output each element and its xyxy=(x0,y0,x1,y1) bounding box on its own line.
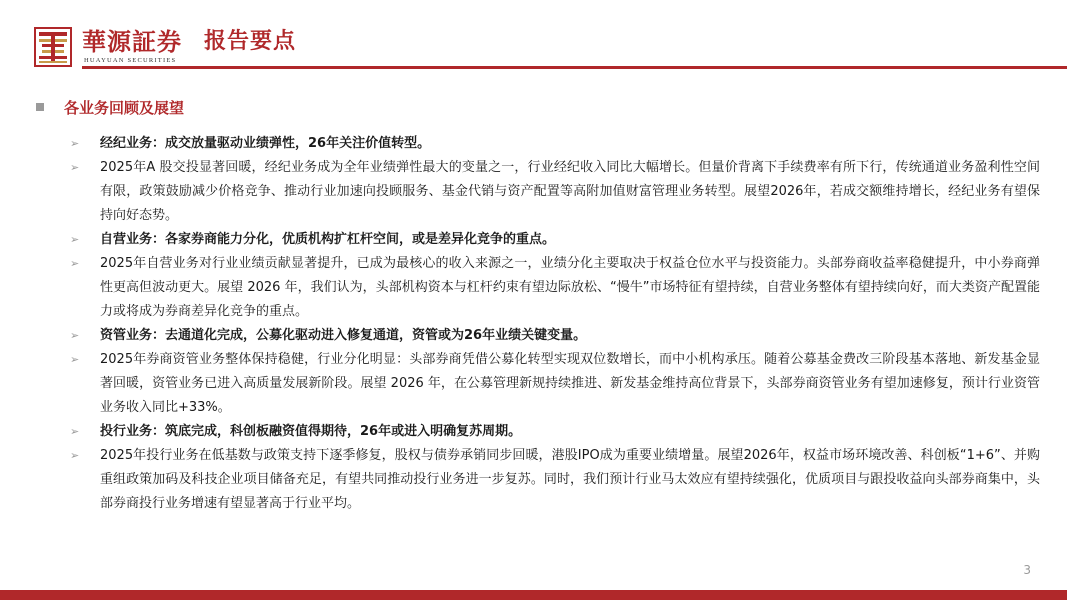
arrow-bullet-icon: ➢ xyxy=(70,257,80,270)
item-text: 自营业务：各家券商能力分化，优质机构扩杠杆空间，或是差异化竞争的重点。 xyxy=(100,232,556,247)
item-text: 资管业务：去通道化完成，公募化驱动进入修复通道，资管或为26年业绩关键变量。 xyxy=(100,328,587,343)
list-item-heading xyxy=(70,132,1040,156)
item-text: 经纪业务：成交放量驱动业绩弹性，26年关注价值转型。 xyxy=(100,136,431,151)
item-text: 2025年自营业务对行业业绩贡献显著提升，已成为最核心的收入来源之一，业绩分化主要取决于权益仓位水平与投资能力。头部券商收益率稳健提升，中小券商弹性更高但波动更大。展望 2026 年，我们认为，头部机构资本与杠杆约束有望边际放松、“慢牛”市场特征有望持续，自营业务整体有望持续向好，而大类资产配置能力或将成为券商差异化竞争的重点。 xyxy=(100,256,1040,319)
item-text: 2025年投行业务在低基数与政策支持下逐季修复，股权与债券承销同步回暖，港股IPO成为重要业绩增量。展望2026年，权益市场环境改善、科创板“1+6”、并购重组政策加码及科技企业项目储备充足，有望共同推动投行业务进一步复苏。同时，我们预计行业马太效应有望持续强化，优质项目与跟投收益向头部券商集中，头部券商投行业务增速有望显著高于行业平均。 xyxy=(100,448,1040,511)
arrow-bullet-icon: ➢ xyxy=(70,425,80,438)
arrow-bullet-icon: ➢ xyxy=(70,233,80,246)
brand-name-en: HUAYUAN SECURITIES xyxy=(84,57,177,64)
item-text: 2025年券商资管业务整体保持稳健，行业分化明显：头部券商凭借公募化转型实现双位数增长，而中小机构承压。随着公募基金费改三阶段基本落地、新发基金显著回暖，资管业务已进入高质量发展新阶段。展望 2026 年，在公募管理新规持续推进、新发基金维持高位背景下，头部券商资管业务有望加速修复，预计行业资管业务收入同比+33%。 xyxy=(100,352,1040,415)
arrow-bullet-icon: ➢ xyxy=(70,161,80,174)
list-item-body xyxy=(70,156,1040,228)
list-item-body xyxy=(70,252,1040,324)
list-item-heading xyxy=(70,324,1040,348)
brand-name-cn: 華源証券 xyxy=(82,27,182,56)
bullet-list xyxy=(70,132,1040,516)
report-header xyxy=(0,0,1067,72)
item-text: 投行业务：筑底完成，科创板融资值得期待，26年或进入明确复苏周期。 xyxy=(100,424,522,439)
list-item-body xyxy=(70,444,1040,516)
header-divider xyxy=(82,66,1067,69)
arrow-bullet-icon: ➢ xyxy=(70,137,80,150)
item-text: 2025年A 股交投显著回暖，经纪业务成为全年业绩弹性最大的变量之一，行业经纪收入同比大幅增长。但量价背离下手续费率有所下行，传统通道业务盈利性空间有限，政策鼓励减少价格竞争、推动行业加速向投顾服务、基金代销与资产配置等高附加值财富管理业务转型。展望2026年，若成交额维持增长，经纪业务有望保持向好态势。 xyxy=(100,160,1040,223)
square-bullet-icon xyxy=(36,103,44,111)
arrow-bullet-icon: ➢ xyxy=(70,329,80,342)
section-heading xyxy=(36,96,184,118)
page-number: 3 xyxy=(1023,563,1031,577)
report-title: 报告要点 xyxy=(204,28,297,54)
list-item-heading xyxy=(70,228,1040,252)
section-title: 各业务回顾及展望 xyxy=(64,98,185,117)
footer-bar xyxy=(0,590,1067,600)
list-item-body xyxy=(70,348,1040,420)
list-item-heading xyxy=(70,420,1040,444)
arrow-bullet-icon: ➢ xyxy=(70,353,80,366)
arrow-bullet-icon: ➢ xyxy=(70,449,80,462)
huayuan-seal-logo-icon xyxy=(34,27,72,67)
